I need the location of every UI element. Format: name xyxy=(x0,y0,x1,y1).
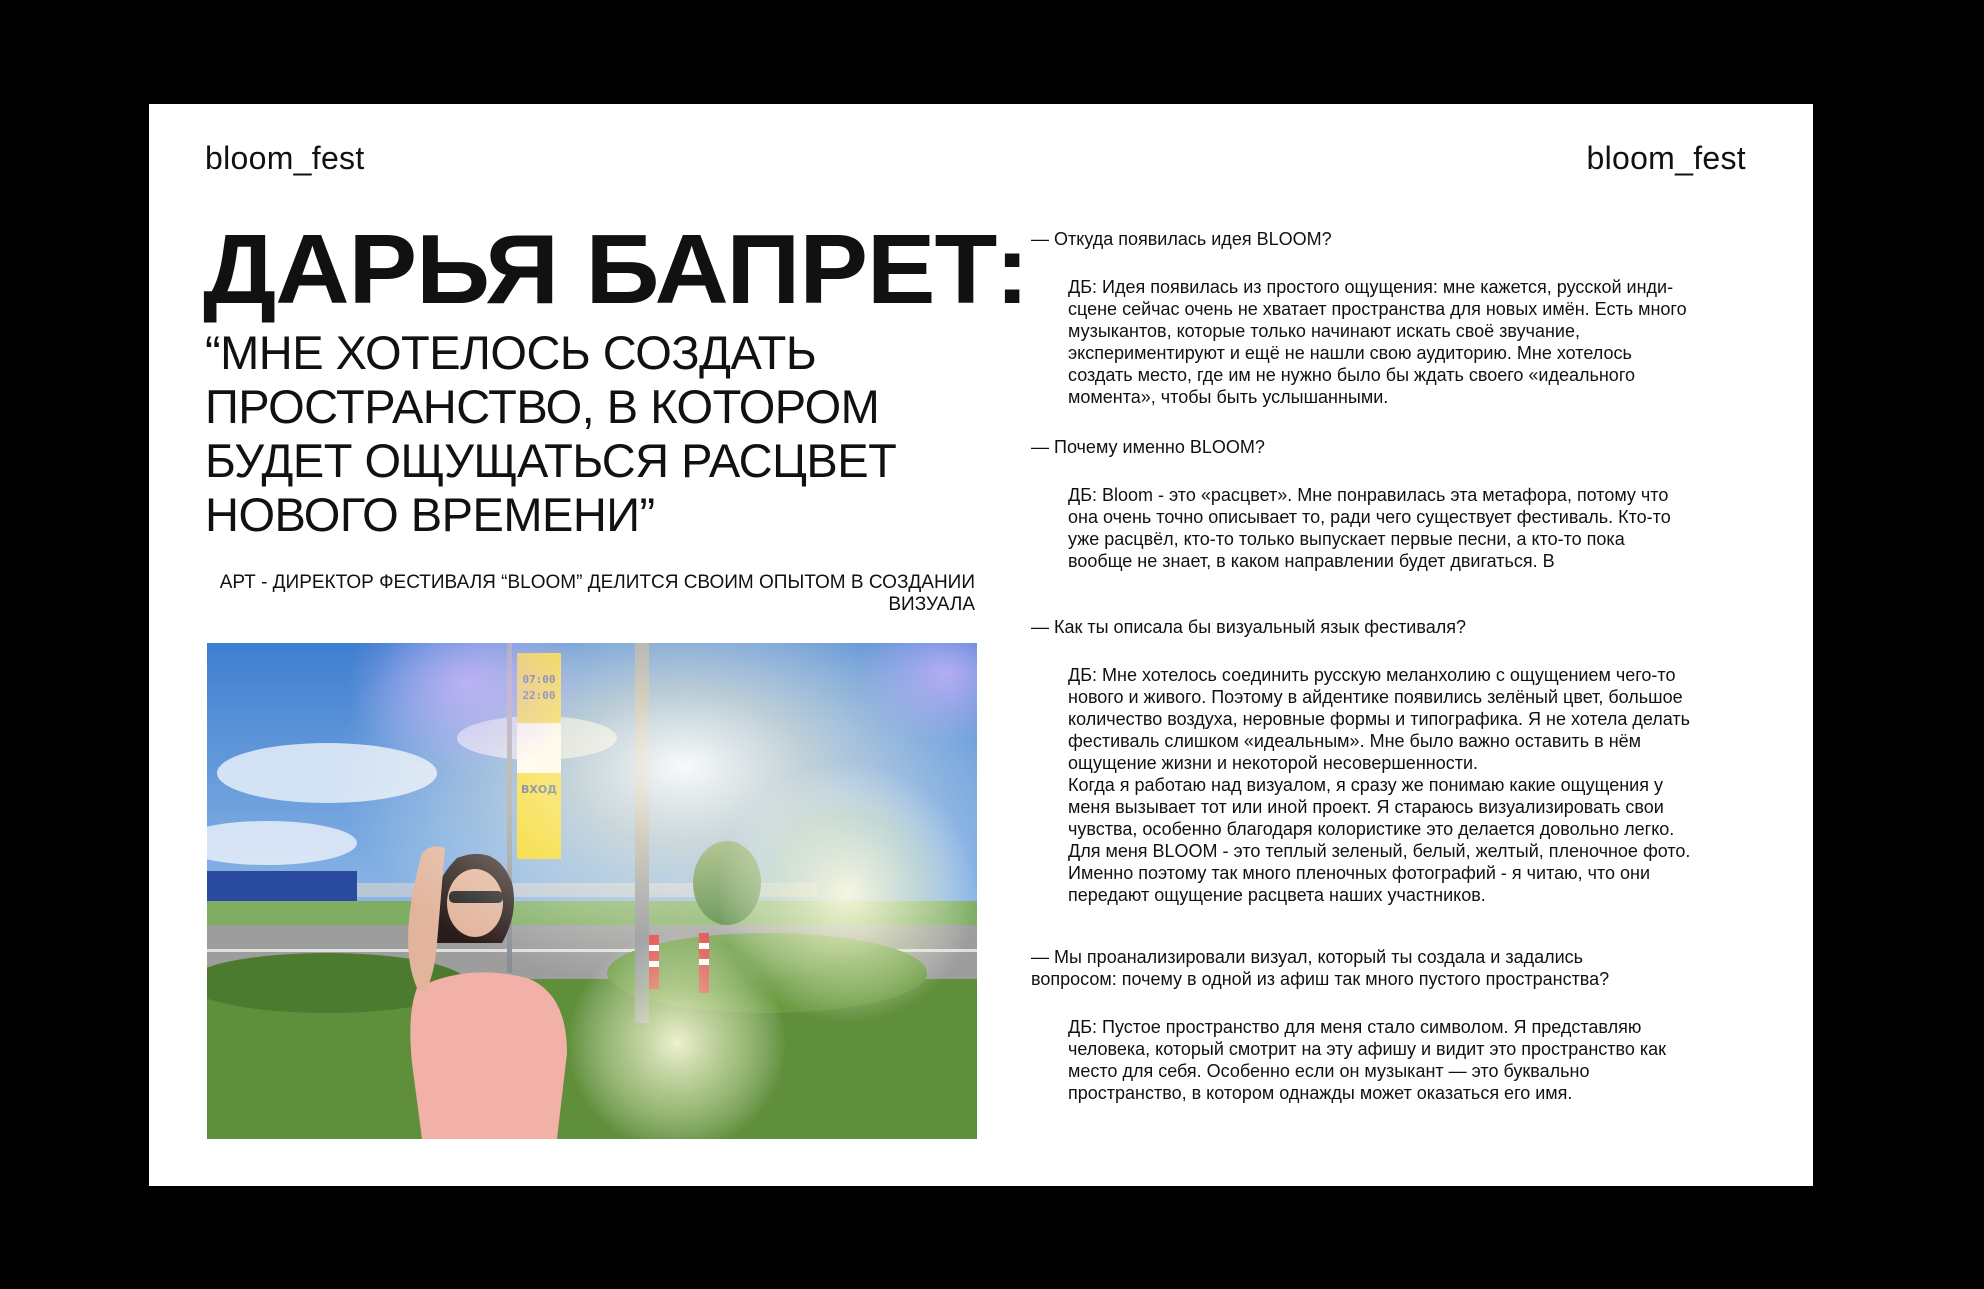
page-title: ДАРЬЯ БАПРЕТ: xyxy=(203,214,1029,324)
subtitle: АРТ - ДИРЕКТОР ФЕСТИВАЛЯ “BLOOM” ДЕЛИТСЯ СВОИМ ОПЫТОМ В СОЗДАНИИ ВИЗУАЛА xyxy=(219,572,975,615)
brand-right: bloom_fest xyxy=(1586,140,1746,176)
qa-block-2 xyxy=(1031,436,1771,572)
question-1: — Откуда появилась идея BLOOM? xyxy=(1031,229,1332,249)
qa-block-1 xyxy=(1031,228,1771,408)
answer-1: ДБ: Идея появилась из простого ощущения: мне кажется, русской инди- сцене сейчас очень не хватает пространства для новых имён. Есть много музыкантов, которые только начинают искать своё звучание, экспериментируют и ещё не нашли свою аудиторию. Мне хотелось создать место, где им не нужно было бы ждать своего «идеального момента», чтобы быть услышанными. xyxy=(1068,277,1687,407)
question-4: — Мы проанализировали визуал, который ты создала и задались вопросом: почему в одной из афиш так много пустого пространства? xyxy=(1031,947,1610,989)
magazine-spread xyxy=(149,104,1813,1186)
qa-block-4 xyxy=(1031,946,1771,1104)
question-2: — Почему именно BLOOM? xyxy=(1031,437,1265,457)
question-3: — Как ты описала бы визуальный язык фестиваля? xyxy=(1031,617,1466,637)
answer-2: ДБ: Bloom - это «расцвет». Мне понравилась эта метафора, потому что она очень точно описывает то, ради чего существует фестиваль. Кто-то уже расцвёл, кто-то только выпускает первые песни, а кто-то пока вообще не знает, в каком направлении будет двигаться. В xyxy=(1068,485,1671,571)
headline-quote: “МНЕ ХОТЕЛОСЬ СОЗДАТЬ ПРОСТРАНСТВО, В КОТОРОМ БУДЕТ ОЩУЩАТЬСЯ РАСЦВЕТ НОВОГО ВРЕМЕНИ” xyxy=(205,326,897,541)
photo-portrait xyxy=(207,643,977,1139)
photo-illustration xyxy=(207,643,977,1139)
answer-4: ДБ: Пустое пространство для меня стало символом. Я представляю человека, который смотрит на эту афишу и видит это пространство как место для себя. Особенно если он музыкант — это буквально пространство, в котором однажды может оказаться его имя. xyxy=(1068,1017,1667,1103)
brand-left: bloom_fest xyxy=(205,140,365,176)
qa-block-3 xyxy=(1031,616,1771,906)
answer-3: ДБ: Мне хотелось соединить русскую меланхолию с ощущением чего-то нового и живого. Поэтому в айдентике появились зелёный цвет, большое количество воздуха, неровные формы и типографика. Я не хотела делать фестиваль слишком «идеальным». Мне было важно оставить в нём ощущение жизни и некоторой несовершенности. Когда я работаю над визуалом, я сразу же понимаю какие ощущения у меня вызывает тот или иной проект. Я стараюсь визуализировать свои чувства, особенно благодаря колористике это делается довольно легко. Для меня BLOOM - это теплый зеленый, белый, желтый, пленочное фото. Именно поэтому так много пленочных фотографий - я читаю, что они передают ощущение расцвета наших участников. xyxy=(1068,665,1691,905)
